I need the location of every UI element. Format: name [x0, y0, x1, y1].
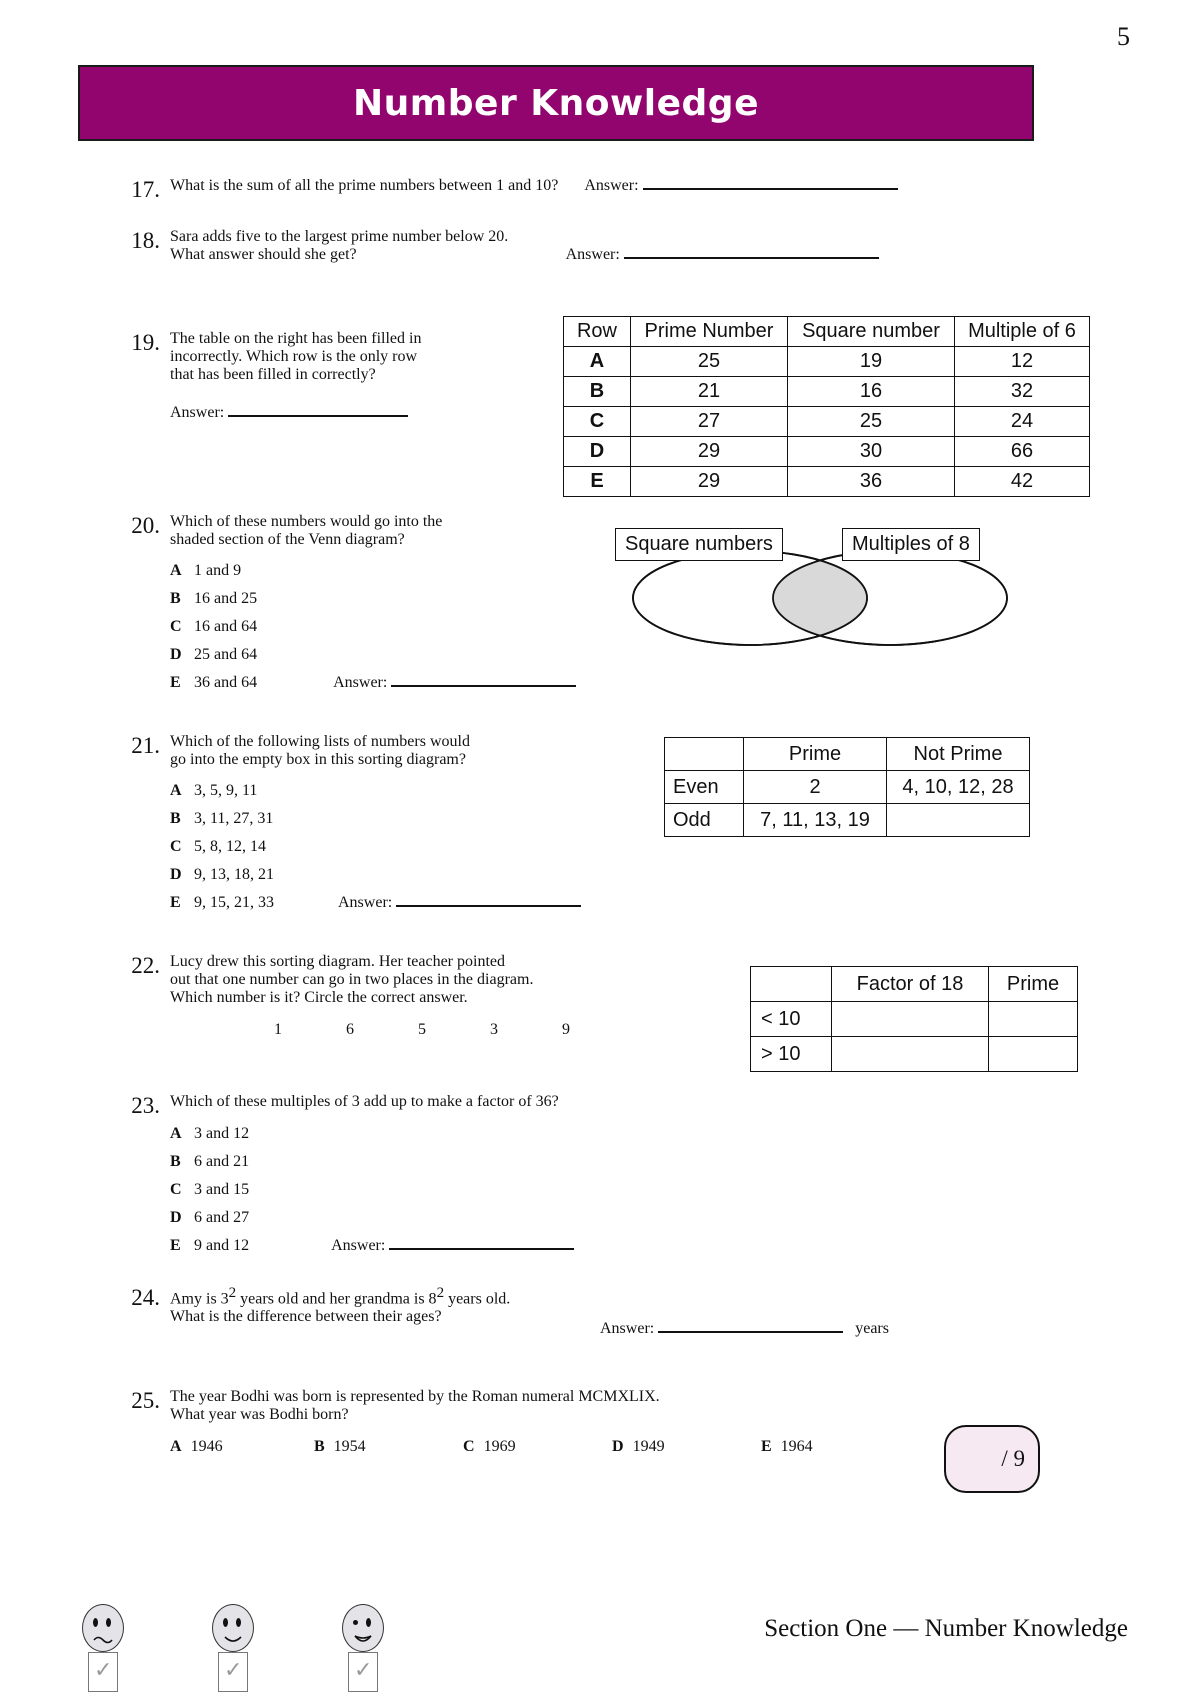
- cell: 25: [631, 347, 788, 377]
- question-17-number: 17.: [131, 177, 160, 202]
- option-a[interactable]: [170, 777, 581, 805]
- question-25-line2: What year was Bodhi born?: [170, 1406, 349, 1423]
- check-icon: ✓: [94, 1658, 113, 1683]
- cell-row-label: C: [564, 407, 631, 437]
- table-header-row: [751, 967, 1078, 1002]
- option-d[interactable]: [170, 1204, 574, 1232]
- option-text: 5, 8, 12, 14: [194, 838, 266, 855]
- question-24: [170, 1285, 889, 1338]
- section-title-banner: [78, 65, 1034, 141]
- circle-choice-4[interactable]: 3: [490, 1021, 498, 1038]
- mouth-wavy: [92, 1632, 114, 1643]
- eye-left: [93, 1618, 98, 1627]
- option-c[interactable]: [170, 613, 576, 641]
- eye-right: [236, 1618, 241, 1627]
- table-row: [564, 377, 1090, 407]
- option-letter: E: [170, 674, 181, 691]
- col-header-prime: Prime Number: [631, 317, 788, 347]
- cell: 7, 11, 13, 19: [744, 804, 887, 837]
- circle-choice-1[interactable]: 1: [274, 1021, 282, 1038]
- table-row: [665, 771, 1030, 804]
- option-letter: E: [170, 894, 181, 911]
- cell: 2: [744, 771, 887, 804]
- question-18-line2-row: [170, 246, 879, 264]
- question-23-answer[interactable]: Answer:: [331, 1237, 574, 1254]
- question-18-answer[interactable]: Answer:: [566, 246, 879, 263]
- question-22-sorting-table: [750, 966, 1078, 1072]
- option-text: 3, 5, 9, 11: [194, 782, 258, 799]
- question-17: [170, 177, 898, 195]
- question-20-answer[interactable]: Answer:: [333, 674, 576, 691]
- option-b[interactable]: [170, 585, 576, 613]
- option-text: 1949: [632, 1438, 665, 1455]
- question-19-answer[interactable]: Answer:: [170, 404, 421, 422]
- question-21: [170, 733, 581, 917]
- option-letter: A: [170, 782, 182, 799]
- option-e[interactable]: [170, 669, 576, 697]
- question-22-line2: out that one number can go in two places in the diagram.: [170, 971, 534, 988]
- mouth-slight-smile: [222, 1632, 244, 1643]
- eye-left-wink: [353, 1620, 358, 1625]
- score-box[interactable]: [944, 1425, 1040, 1493]
- col-header-not-prime: Not Prime: [887, 738, 1030, 771]
- option-letter: D: [170, 1209, 182, 1226]
- option-text: 9, 15, 21, 33: [194, 894, 274, 911]
- question-24-line2: What is the difference between their ages?: [170, 1308, 442, 1326]
- eye-right: [366, 1618, 371, 1627]
- cell-empty[interactable]: [989, 1002, 1078, 1037]
- table-row: [564, 407, 1090, 437]
- circle-choice-2[interactable]: 6: [346, 1021, 354, 1038]
- checkbox-happy[interactable]: [348, 1652, 378, 1692]
- option-text: 1954: [333, 1438, 366, 1455]
- question-19: [170, 330, 421, 422]
- question-21-line2: go into the empty box in this sorting diagram?: [170, 751, 466, 768]
- question-25-options: [170, 1438, 901, 1456]
- answer-blank[interactable]: [228, 415, 408, 417]
- question-25-number: 25.: [131, 1388, 160, 1413]
- exponent: 2: [228, 1285, 237, 1301]
- question-20: [170, 513, 576, 697]
- face-group-neutral[interactable]: [212, 1604, 254, 1683]
- option-d[interactable]: [170, 641, 576, 669]
- question-20-line2: shaded section of the Venn diagram?: [170, 531, 405, 548]
- option-text: 3 and 12: [194, 1125, 250, 1142]
- venn-diagram: [610, 520, 1030, 660]
- question-22-choices: [170, 1021, 630, 1039]
- table-row: [665, 804, 1030, 837]
- option-text: 25 and 64: [194, 646, 258, 663]
- neutral-face-icon: [212, 1604, 254, 1652]
- question-18: [170, 228, 879, 264]
- question-21-number: 21.: [131, 733, 160, 758]
- option-text: 9 and 12: [194, 1237, 250, 1254]
- cell-row-label: A: [564, 347, 631, 377]
- page-title: Number Knowledge: [353, 82, 759, 124]
- option-letter: E: [761, 1438, 772, 1455]
- cell-row-label: Even: [665, 771, 744, 804]
- cell-empty[interactable]: [832, 1002, 989, 1037]
- option-letter: A: [170, 562, 182, 579]
- table-row: [564, 437, 1090, 467]
- option-a[interactable]: [170, 557, 576, 585]
- cell-row-label: Odd: [665, 804, 744, 837]
- cell-row-label: D: [564, 437, 631, 467]
- circle-choice-3[interactable]: 5: [418, 1021, 426, 1038]
- option-e[interactable]: [761, 1438, 901, 1456]
- cell: 27: [631, 407, 788, 437]
- cell: 36: [788, 467, 955, 497]
- cell: 12: [955, 347, 1090, 377]
- option-letter: B: [170, 1153, 181, 1170]
- option-letter: B: [314, 1438, 325, 1455]
- question-18-number: 18.: [131, 228, 160, 253]
- option-text: 9, 13, 18, 21: [194, 866, 274, 883]
- question-23-number: 23.: [131, 1093, 160, 1118]
- answer-blank[interactable]: [658, 1331, 843, 1333]
- option-b[interactable]: [170, 805, 581, 833]
- footer-section-label: Section One — Number Knowledge: [764, 1615, 1128, 1642]
- table-row: [751, 1002, 1078, 1037]
- question-20-number: 20.: [131, 513, 160, 538]
- col-header-square: Square number: [788, 317, 955, 347]
- option-letter: D: [612, 1438, 624, 1455]
- question-17-text: What is the sum of all the prime numbers between 1 and 10? Answer:: [170, 177, 898, 195]
- eye-right: [106, 1618, 111, 1627]
- question-19-line2: incorrectly. Which row is the only row: [170, 348, 418, 365]
- cell-empty[interactable]: [832, 1037, 989, 1072]
- question-19-table: [563, 316, 1090, 497]
- option-letter: D: [170, 646, 182, 663]
- answer-blank[interactable]: [624, 257, 879, 259]
- option-a[interactable]: [170, 1438, 310, 1456]
- option-d[interactable]: [170, 861, 581, 889]
- cell: 29: [631, 437, 788, 467]
- answer-blank[interactable]: [389, 1248, 574, 1250]
- cell: 29: [631, 467, 788, 497]
- checkbox-neutral[interactable]: [218, 1652, 248, 1692]
- score-text: / 9: [1001, 1446, 1025, 1471]
- col-header-factor: Factor of 18: [832, 967, 989, 1002]
- col-header-multiple: Multiple of 6: [955, 317, 1090, 347]
- option-b[interactable]: [170, 1148, 574, 1176]
- cell: 32: [955, 377, 1090, 407]
- col-header-blank: [665, 738, 744, 771]
- option-letter: C: [170, 838, 182, 855]
- option-text: 1964: [780, 1438, 813, 1455]
- answer-unit: years: [855, 1320, 889, 1338]
- cell: 16: [788, 377, 955, 407]
- question-22: [170, 953, 630, 1039]
- cell: 42: [955, 467, 1090, 497]
- answer-blank[interactable]: [391, 685, 576, 687]
- option-a[interactable]: [170, 1120, 574, 1148]
- question-25: [170, 1388, 901, 1456]
- option-letter: C: [463, 1438, 475, 1455]
- mouth-open-smile: [352, 1632, 374, 1643]
- question-24-number: 24.: [131, 1285, 160, 1310]
- question-25-line1: The year Bodhi was born is represented by the Roman numeral MCMXLIX.: [170, 1388, 660, 1405]
- question-19-number: 19.: [131, 330, 160, 355]
- cell: 25: [788, 407, 955, 437]
- option-c[interactable]: [170, 833, 581, 861]
- circle-choice-5[interactable]: 9: [562, 1021, 570, 1038]
- option-letter: B: [170, 590, 181, 607]
- cell-row-label: < 10: [751, 1002, 832, 1037]
- question-17-answer[interactable]: Answer:: [584, 177, 897, 194]
- option-text: 3, 11, 27, 31: [194, 810, 274, 827]
- answer-blank[interactable]: [396, 905, 581, 907]
- option-b[interactable]: [314, 1438, 459, 1456]
- face-group-sad[interactable]: [82, 1604, 124, 1683]
- face-group-happy[interactable]: [342, 1604, 384, 1683]
- table-row: [564, 347, 1090, 377]
- question-21-sorting-table: [664, 737, 1030, 837]
- cell: 66: [955, 437, 1090, 467]
- check-icon: ✓: [354, 1658, 373, 1683]
- cell-empty: [887, 804, 1030, 837]
- table-header-row: [665, 738, 1030, 771]
- option-letter: C: [170, 618, 182, 635]
- option-c[interactable]: [170, 1176, 574, 1204]
- option-text: 6 and 21: [194, 1153, 250, 1170]
- option-text: 6 and 27: [194, 1209, 250, 1226]
- option-text: 1969: [483, 1438, 516, 1455]
- cell: 21: [631, 377, 788, 407]
- col-header-blank: [751, 967, 832, 1002]
- option-text: 36 and 64: [194, 674, 258, 691]
- table-header-row: [564, 317, 1090, 347]
- exponent: 2: [436, 1285, 445, 1301]
- question-24-answer[interactable]: Answer: years: [600, 1320, 889, 1338]
- cell-row-label: B: [564, 377, 631, 407]
- question-20-line1: Which of these numbers would go into the: [170, 513, 443, 530]
- venn-label-right: Multiples of 8: [842, 528, 980, 561]
- question-19-line3: that has been filled in correctly?: [170, 366, 376, 383]
- option-text: 3 and 15: [194, 1181, 250, 1198]
- question-21-line1: Which of the following lists of numbers would: [170, 733, 470, 750]
- check-icon: ✓: [224, 1658, 243, 1683]
- cell: 30: [788, 437, 955, 467]
- eye-left: [223, 1618, 228, 1627]
- option-text: 1946: [190, 1438, 223, 1455]
- table-row: [564, 467, 1090, 497]
- cell: 4, 10, 12, 28: [887, 771, 1030, 804]
- col-header-row: Row: [564, 317, 631, 347]
- option-text: 16 and 25: [194, 590, 258, 607]
- option-letter: A: [170, 1438, 182, 1455]
- col-header-prime: Prime: [989, 967, 1078, 1002]
- cell-empty[interactable]: [989, 1037, 1078, 1072]
- option-letter: A: [170, 1125, 182, 1142]
- question-21-answer[interactable]: Answer:: [338, 894, 581, 911]
- question-18-line1: Sara adds five to the largest prime number below 20.: [170, 228, 509, 245]
- cell-row-label: > 10: [751, 1037, 832, 1072]
- checkbox-sad[interactable]: [88, 1652, 118, 1692]
- option-letter: E: [170, 1237, 181, 1254]
- question-18-line2: What answer should she get?: [170, 246, 357, 263]
- question-22-line1: Lucy drew this sorting diagram. Her teacher pointed: [170, 953, 505, 970]
- question-24-line1: Amy is $3^2$ years old and her grandma is $8^2$ years old.: [170, 1285, 511, 1308]
- option-letter: B: [170, 810, 181, 827]
- option-e[interactable]: [170, 1232, 574, 1260]
- option-text: 1 and 9: [194, 562, 242, 579]
- question-22-line3: Which number is it? Circle the correct answer.: [170, 989, 468, 1006]
- option-e[interactable]: [170, 889, 581, 917]
- option-text: 16 and 64: [194, 618, 258, 635]
- question-19-line1: The table on the right has been filled in: [170, 330, 422, 347]
- happy-face-icon: [342, 1604, 384, 1652]
- option-letter: D: [170, 866, 182, 883]
- venn-label-left: Square numbers: [615, 528, 783, 561]
- option-c[interactable]: [463, 1438, 608, 1456]
- question-22-number: 22.: [131, 953, 160, 978]
- col-header-prime: Prime: [744, 738, 887, 771]
- cell: 24: [955, 407, 1090, 437]
- question-23: [170, 1093, 574, 1260]
- answer-blank[interactable]: [643, 188, 898, 190]
- table-row: [751, 1037, 1078, 1072]
- page-number: 5: [1117, 22, 1130, 51]
- option-letter: C: [170, 1181, 182, 1198]
- cell: 19: [788, 347, 955, 377]
- sad-face-icon: [82, 1604, 124, 1652]
- question-23-line1: Which of these multiples of 3 add up to make a factor of 36?: [170, 1093, 559, 1110]
- cell-row-label: E: [564, 467, 631, 497]
- option-d[interactable]: [612, 1438, 757, 1456]
